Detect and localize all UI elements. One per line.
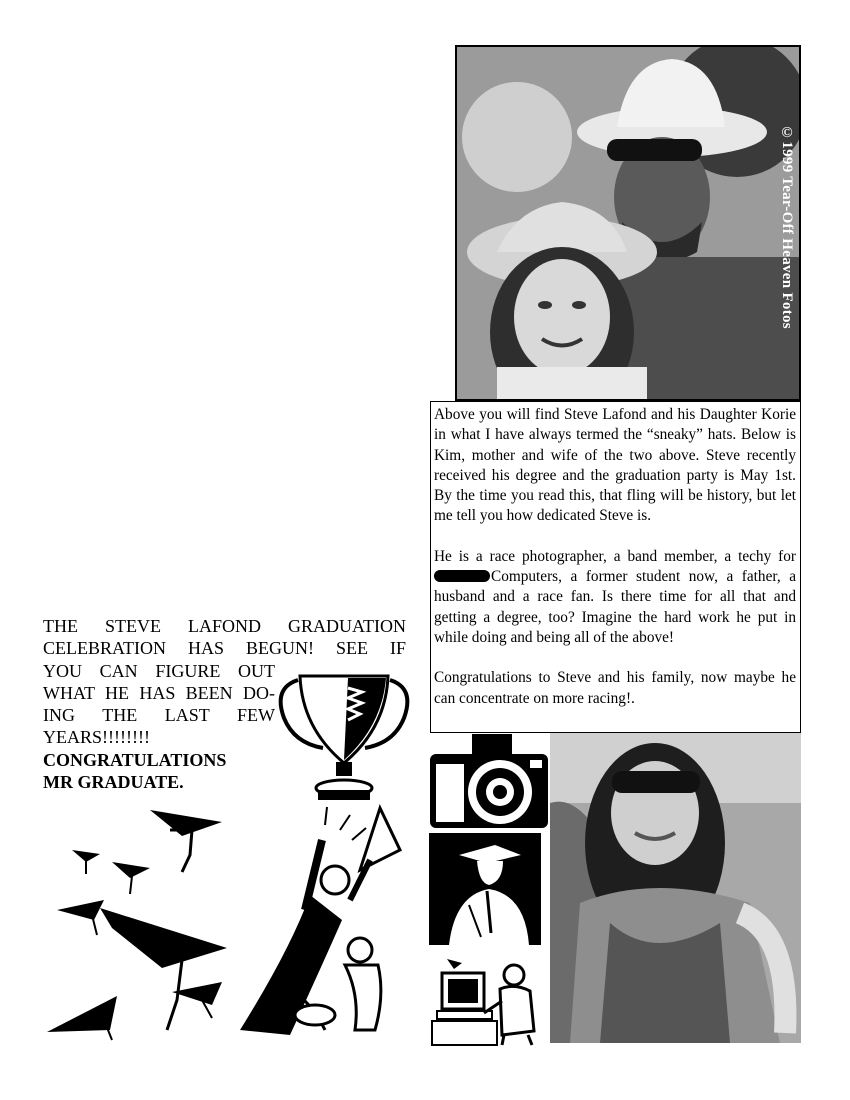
headline-congratulations: CONGRATULATIONS	[43, 749, 227, 770]
caption-paragraph-2-rest: Computers, a former student now, a father, a husband and a race fan. Is there time for all that and getting a degree, too? Imagine the hard work he put in while doing and being all of the above!	[434, 568, 796, 646]
headline-mr-graduate: MR GRADUATE.	[43, 772, 184, 793]
headline-line-5: ING THE LAST FEW	[43, 705, 275, 726]
redaction-mark	[434, 570, 490, 582]
headline-line-6: YEARS!!!!!!!!	[43, 727, 150, 748]
trophy-icon	[278, 668, 410, 808]
computer-user-icon	[432, 955, 547, 1047]
caption-box	[430, 401, 801, 733]
graduation-caps-icon	[42, 800, 232, 1045]
caption-paragraph-2-start: He is a race photographer, a band member, a techy for	[434, 547, 796, 565]
headline-line-2: CELEBRATION HAS BEGUN! SEE IF	[43, 638, 406, 659]
photo-woman-sunglasses	[550, 733, 801, 1043]
caption-paragraph-2	[434, 547, 796, 648]
photo-father-daughter-image	[457, 47, 799, 399]
headline-line-4: WHAT HE HAS BEEN DO-	[43, 682, 275, 703]
photo-father-daughter	[455, 45, 801, 401]
cartoon-musician-icon	[230, 800, 410, 1045]
headline-line-1: THE STEVE LAFOND GRADUATION	[43, 616, 406, 636]
headline-line-3: YOU CAN FIGURE OUT	[43, 660, 275, 681]
caption-paragraph-1: Above you will find Steve Lafond and his Daughter Korie in what I have always termed the “sneaky” hats. Below is Kim, mother and wife of the two above. Steve recently received his degree and the graduation party is May 1st. By the time you read this, that fling will be history, but let me tell you how dedicated Steve is.	[434, 406, 796, 525]
photo-woman-sunglasses-image	[550, 733, 801, 1043]
caption-paragraph-3: Congratulations to Steve and his family, now maybe he can concentrate on more racing!.	[434, 669, 796, 707]
graduate-silhouette-icon	[429, 833, 541, 945]
photo-watermark: ©1999 Tear-Off Heaven Fotos	[779, 125, 795, 329]
camera-icon	[430, 734, 550, 830]
